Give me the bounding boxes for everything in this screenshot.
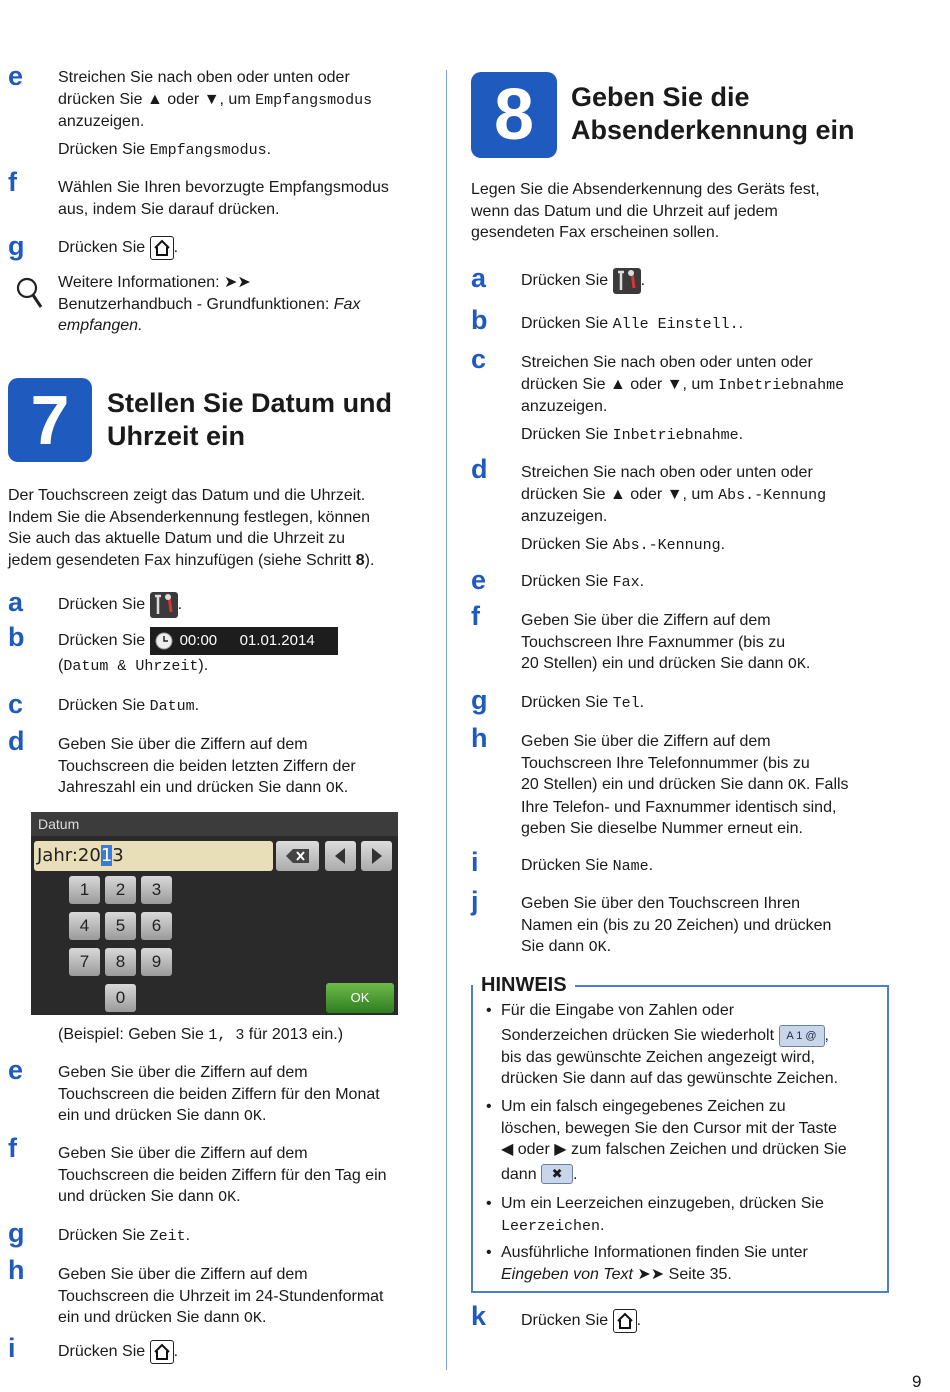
note-box-top-border (560, 985, 887, 987)
step-letter: f (8, 1133, 17, 1163)
home-icon (150, 236, 174, 260)
note-bullet: • Um ein Leerzeichen einzugeben, drücken Sie Leerzeichen. (501, 1193, 881, 1237)
step-text: Geben Sie über die Ziffern auf dem Touchscreen Ihre Telefonnummer (bis zu 20 Stellen) ein und drücken Sie dann OK. Falls Ihre Telefon- und Faxnummer identisch sind, geben Sie dieselbe Nummer erneut ein. (521, 733, 849, 837)
step-letter: i (471, 847, 479, 877)
key-8[interactable]: 8 (105, 948, 136, 976)
step-text: Geben Sie über die Ziffern auf dem Touchscreen die Uhrzeit im 24-Stundenformat ein und drücken Sie dann OK. (58, 1266, 384, 1327)
step-text: Wählen Sie Ihren bevorzugte Empfangsmodus aus, indem Sie darauf drücken. (58, 179, 389, 218)
note-bullet: • Ausführliche Informationen finden Sie unter Eingeben von Text ➤➤ Seite 35. (501, 1242, 881, 1285)
step-letter: k (471, 1301, 487, 1331)
section-title: Stellen Sie Datum und Uhrzeit ein (107, 388, 393, 451)
step-text: Drücken Sie . (521, 1309, 641, 1333)
step-text: Drücken Sie . (521, 268, 645, 294)
key-2[interactable]: 2 (105, 876, 136, 904)
key-0[interactable]: 0 (105, 984, 136, 1012)
step-letter: i (8, 1333, 16, 1363)
step-letter: e (471, 565, 487, 595)
step-letter: c (471, 344, 487, 374)
step-letter: g (8, 1218, 25, 1248)
key-9[interactable]: 9 (141, 948, 172, 976)
page-number: 9 (912, 1372, 922, 1391)
step-text: Drücken Sie Alle Einstell.. (521, 315, 744, 333)
step-text: Drücken Sie . (58, 1340, 178, 1364)
step-letter: a (471, 263, 487, 293)
delete-icon: ✖ (541, 1164, 573, 1184)
step-text: Drücken Sie Tel. (521, 694, 645, 712)
step-text: Drücken Sie Fax. (521, 573, 645, 591)
section-intro: Der Touchscreen zeigt das Datum und die Uhrzeit. Indem Sie die Absenderkennung festlegen, können Sie auch das aktuelle Datum und die Uhrzeit zu jedem gesendeten Fax hinzufügen (siehe Schritt 8). (8, 487, 375, 569)
step-letter: g (471, 685, 488, 715)
section-intro: Legen Sie die Absenderkennung des Geräts fest, wenn das Datum und die Uhrzeit auf jedem gesendeten Fax erscheinen sollen. (471, 181, 820, 241)
home-icon (150, 1340, 174, 1364)
step-text: Drücken Sie Name. (521, 857, 654, 875)
touchscreen-date-screen (31, 812, 398, 1015)
step-text: Drücken Sie Zeit. (58, 1227, 191, 1245)
step-text: Drücken Sie . (58, 236, 178, 260)
note-title: HINWEIS (481, 974, 575, 997)
step-letter: a (8, 587, 24, 617)
step-letter: f (8, 167, 17, 197)
step-text: Geben Sie über den Touchscreen Ihren Namen ein (bis zu 20 Zeichen) und drücken Sie dann OK. (521, 895, 832, 956)
date-time-button-icon: 00:00 01.01.2014 (150, 627, 338, 655)
step-text: Drücken Sie . (58, 592, 182, 618)
section-number: 8 (471, 72, 557, 158)
cursor-right-button[interactable] (361, 841, 392, 871)
column-divider (446, 70, 447, 1370)
step-letter: j (471, 886, 479, 916)
step-letter: d (8, 726, 25, 756)
char-mode-icon: A 1 @ (779, 1025, 825, 1047)
step-text: Streichen Sie nach oben oder unten oder drücken Sie ▲ oder ▼, um Empfangsmodus anzuzeigen. Drücken Sie Empfangsmodus. (58, 69, 373, 159)
note-bullet: • Für die Eingabe von Zahlen oder Sonderzeichen drücken Sie wiederholt A 1 @ , bis das gewünschte Zeichen angezeigt wird, drücken Sie dann auf das gewünschte Zeichen. (501, 1000, 881, 1090)
step-letter: e (8, 61, 24, 91)
home-icon (613, 1309, 637, 1333)
step-text: Geben Sie über die Ziffern auf dem Touchscreen die beiden Ziffern für den Monat ein und drücken Sie dann OK. (58, 1064, 380, 1125)
step-text: Drücken Sie Datum. (58, 697, 200, 715)
settings-icon (150, 592, 178, 618)
example-caption: (Beispiel: Geben Sie 1, 3 für 2013 ein.) (58, 1026, 344, 1044)
note-text: Weitere Informationen: ➤➤ Benutzerhandbuch - Grundfunktionen: Fax empfangen. (58, 274, 361, 334)
key-7[interactable]: 7 (69, 948, 100, 976)
step-letter: b (471, 305, 488, 335)
step-letter: f (471, 601, 480, 631)
key-3[interactable]: 3 (141, 876, 172, 904)
step-text: Streichen Sie nach oben oder unten oder drücken Sie ▲ oder ▼, um Inbetriebnahme anzuzeigen. Drücken Sie Inbetriebnahme. (521, 354, 845, 444)
cursor-left-button[interactable] (325, 841, 356, 871)
step-letter: h (8, 1255, 25, 1285)
step-text: Drücken Sie 00:00 01.01.2014 (Datum & Uhrzeit). (58, 627, 438, 678)
section-title: Geben Sie die Absenderkennung ein (571, 82, 855, 145)
step-letter: e (8, 1055, 24, 1085)
ok-button[interactable]: OK (326, 983, 394, 1013)
step-letter: c (8, 689, 24, 719)
settings-icon (613, 268, 641, 294)
step-text: Streichen Sie nach oben oder unten oder drücken Sie ▲ oder ▼, um Abs.-Kennung anzuzeigen. Drücken Sie Abs.-Kennung. (521, 464, 827, 554)
key-5[interactable]: 5 (105, 912, 136, 940)
step-letter: d (471, 454, 488, 484)
step-text: Geben Sie über die Ziffern auf dem Touchscreen die beiden Ziffern für den Tag ein und drücken Sie dann OK. (58, 1145, 387, 1206)
step-text: Geben Sie über die Ziffern auf dem Touchscreen die beiden letzten Ziffern der Jahreszahl ein und drücken Sie dann OK. (58, 736, 356, 797)
year-input-field[interactable]: Jahr:2013 (34, 841, 273, 871)
backspace-button[interactable] (276, 841, 319, 871)
note-bullet: • Um ein falsch eingegebenes Zeichen zu löschen, bewegen Sie den Cursor mit der Taste ◀ oder ▶ zum falschen Zeichen und drücken Sie dann ✖ . (501, 1096, 881, 1185)
step-letter: h (471, 723, 488, 753)
section-number: 7 (8, 378, 92, 462)
magnifier-icon (14, 276, 44, 315)
key-6[interactable]: 6 (141, 912, 172, 940)
key-4[interactable]: 4 (69, 912, 100, 940)
step-text: Geben Sie über die Ziffern auf dem Touchscreen Ihre Faxnummer (bis zu 20 Stellen) ein und drücken Sie dann OK. (521, 612, 811, 673)
key-1[interactable]: 1 (69, 876, 100, 904)
screen-title: Datum (31, 812, 398, 836)
step-letter: b (8, 622, 25, 652)
step-letter: g (8, 231, 25, 261)
